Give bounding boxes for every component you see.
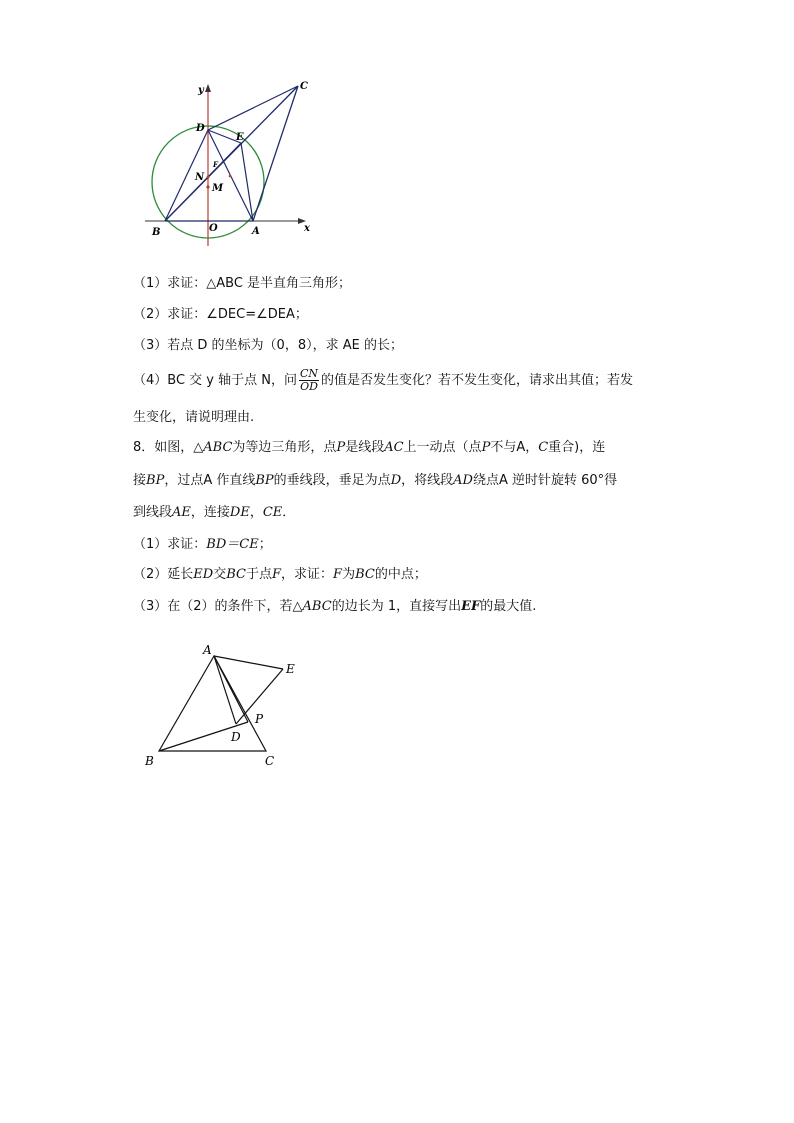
segment-ap [214,656,248,722]
q8-text: 不与A， [490,440,539,455]
label-c: C [300,81,308,92]
label-n: N [195,172,205,183]
q8-math: AC [384,440,404,455]
label-a: A [252,226,260,237]
q8-math: BD＝CE [206,537,259,552]
q8-text: 接 [133,473,147,488]
q8-math: ED [193,567,214,582]
label-b: B [152,227,161,238]
q8-text: 的边长为 1，直接写出 [331,599,462,614]
q8-line1 [133,438,605,458]
q8-line2 [133,471,617,491]
q7-part3: （3）若点 D 的坐标为（0，8），求 AE 的长； [133,338,403,353]
q8-math: DE [229,505,250,520]
figure-2-equilateral-triangle [138,640,308,772]
q8-math: EF [461,599,481,614]
q8-math: BP [146,473,165,488]
q8-text: 为等边三角形，点 [232,440,337,455]
q8-text: 上一动点（点 [403,440,482,455]
fraction-cn-od [299,368,319,393]
y-axis-arrow [205,84,211,92]
segment-ae [214,656,283,669]
q8-math: BP [255,473,274,488]
label-d: D [231,730,241,744]
label-e: E [286,662,295,676]
fraction-denominator: OD [300,380,318,393]
q8-math: AD [453,473,473,488]
q8-math: P [336,440,346,455]
label-c: C [265,754,275,768]
q8-math: D [390,473,402,488]
q8-text: 交 [213,567,227,582]
q8-text: 绕点A 逆时针旋转 60°得 [472,473,618,488]
q8-text: ，过点A 作直线 [164,473,256,488]
q8-math: ABC [203,440,233,455]
q8-math: F [333,567,343,582]
q8-math: P [481,440,491,455]
q8-math: ABC [302,599,332,614]
label-d: D [196,123,205,134]
q7-part1: （1）求证：△ABC 是半直角三角形； [133,276,352,291]
q8-part2 [133,565,427,585]
figure-1-circle-triangle [138,76,328,258]
q8-text: ，求证： [281,567,334,582]
point-n [207,176,210,179]
label-p: P [255,712,264,726]
point-f [229,175,232,178]
q8-text: 为 [342,567,356,582]
q8-text: ，连接 [190,505,230,520]
q8-math: F [271,567,282,582]
q7-part4-after: 的值是否发生变化？若不发生变化，请求出其值；若发 [321,373,634,388]
triangle-abc [159,656,266,751]
q8-text: ， [249,505,263,520]
q7-part4-before: （4）BC 交 y 轴于点 N，问 [133,373,297,388]
label-x: x [304,223,310,234]
label-o: O [209,223,218,234]
q8-math: CE [262,505,283,520]
q8-part3 [133,597,536,617]
q8-text: 的垂线段，垂足为点 [273,473,391,488]
q7-part2: （2）求证：∠DEC=∠DEA； [133,307,308,322]
q8-text: ； [258,537,272,552]
q8-math: BC [355,567,375,582]
q8-text: 的最大值. [480,599,537,614]
label-f: F [213,160,218,169]
q8-text: 于点 [245,567,272,582]
label-e: E [236,132,244,143]
q8-text: 的中点； [374,567,427,582]
point-m [206,185,209,188]
q8-text: 8．如图，△ [133,440,204,455]
label-b: B [145,754,154,768]
q8-text: （1）求证： [133,537,207,552]
q8-part1 [133,535,272,555]
label-m: M [212,183,224,194]
q8-text: （3）在（2）的条件下，若△ [133,599,303,614]
q8-text: （2）延长 [133,567,194,582]
fraction-numerator: CN [300,367,319,380]
q8-math: C [538,440,549,455]
q8-line3 [133,503,295,523]
q7-part4 [133,368,633,393]
q8-text: 重合)，连 [548,440,606,455]
q8-text: ，将线段 [401,473,454,488]
q7-part4-continued: 生变化，请说明理由. [133,410,255,425]
q8-math: BC [226,567,246,582]
segment-dc [208,86,298,130]
q8-text: 到线段 [133,505,173,520]
label-a: A [203,643,212,657]
q8-text: ． [282,505,296,520]
q8-math: AE [172,505,191,520]
q8-text: 是线段 [345,440,385,455]
label-y: y [198,85,204,96]
